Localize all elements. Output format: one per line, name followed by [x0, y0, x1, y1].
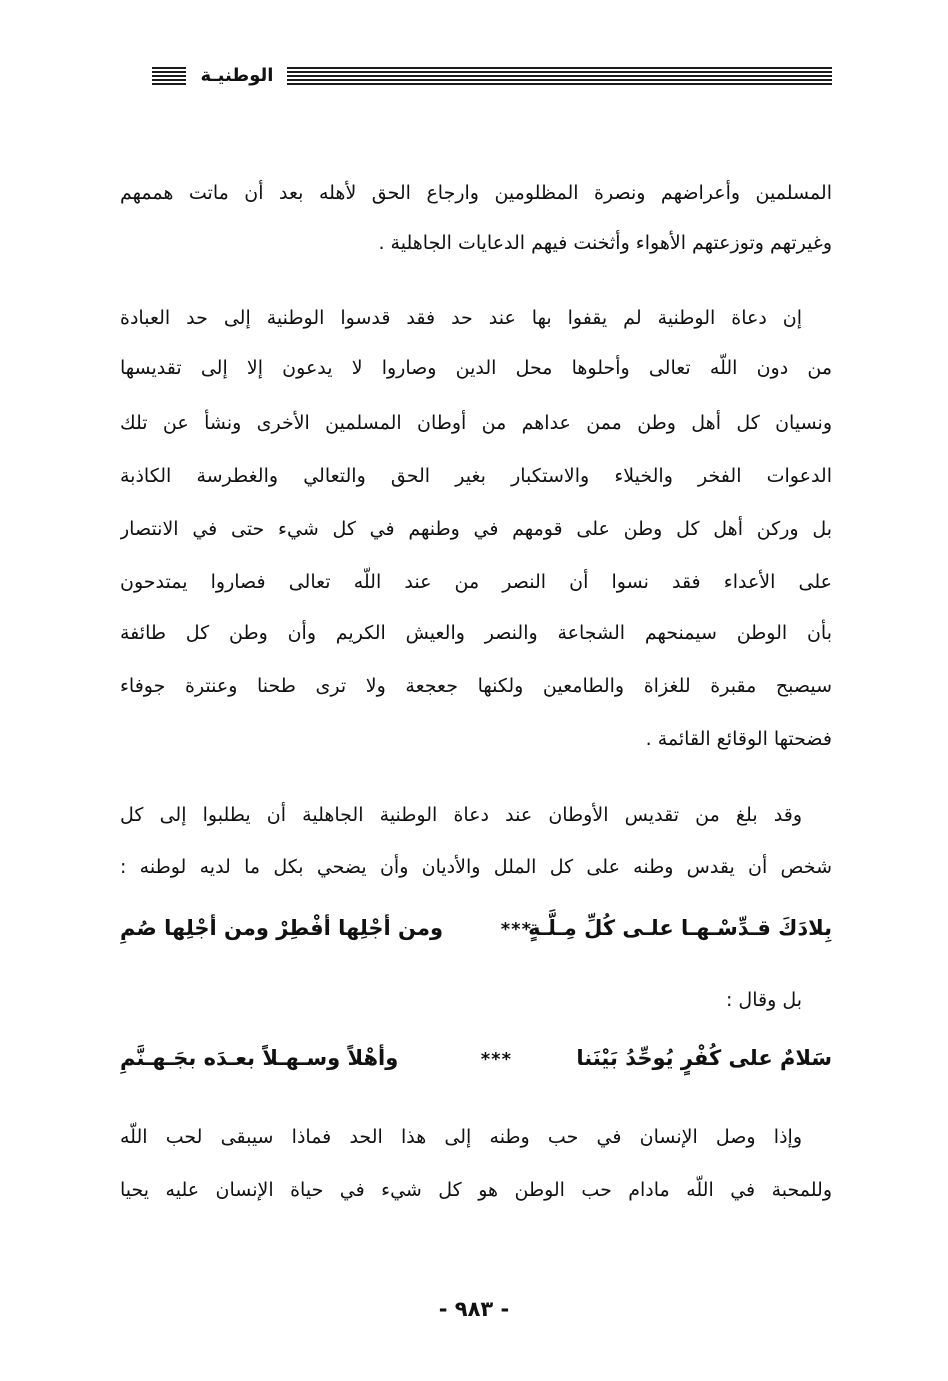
paragraph-line: إن دعاة الوطنية لم يقفوا بها عند حد فقد قدسوا الوطنية إلى حد العبادة: [120, 307, 802, 329]
transition-line: بل وقال :: [725, 989, 802, 1011]
verse-line: [120, 1040, 832, 1076]
verse-first-hemistich: سَلامٌ على كُفْرٍ يُوحِّدُ بَيْنَنا: [576, 1046, 832, 1070]
header-rule-short: [152, 67, 186, 85]
paragraph-line: سيصبح مقبرة للغزاة والطامعين ولكنها جعجعة ولا ترى طحنا وعنترة جوفاء: [120, 675, 832, 697]
paragraph-line: الدعوات الفخر والخيلاء والاستكبار بغير الحق والتعالي والغطرسة الكاذبة: [120, 465, 832, 487]
verse-line: [120, 910, 832, 946]
paragraph-line: من دون اللّه تعالى وأحلوها محل الدين وصاروا لا يدعون إلا إلى تقديسها: [120, 357, 832, 379]
header-rule-long: [287, 67, 832, 85]
paragraph-line: وغيرتهم وتوزعتهم الأهواء وأثخنت فيهم الدعايات الجاهلية .: [378, 232, 832, 254]
paragraph-line: شخص أن يقدس وطنه على كل الملل والأديان وأن يضحي بكل ما لديه لوطنه :: [120, 856, 832, 878]
verse-second-hemistich: وأهْلاً وسـهـلاً بعـدَه بجَـهـنَّمِ: [120, 1046, 399, 1070]
paragraph-line: وإذا وصل الإنسان في حب وطنه إلى هذا الحد فماذا سيبقى لحب اللّه: [120, 1126, 802, 1148]
paragraph-line: وللمحبة في اللّه مادام حب الوطن هو كل شيء في حياة الإنسان عليه يحيا: [120, 1179, 832, 1201]
paragraph-line: بل وركن أهل كل وطن على قومهم في وطنهم في كل شيء حتى في الانتصار: [120, 518, 832, 540]
header-title: الوطنيـة: [200, 65, 274, 86]
verse-first-hemistich: بِلادَكَ قـدِّسْـهـا علـى كُلِّ مِـلَّـةٍ: [528, 916, 832, 940]
paragraph-line: وقد بلغ من تقديس الأوطان عند دعاة الوطنية الجاهلية أن يطلبوا إلى كل: [120, 804, 802, 826]
paragraph-line: المسلمين وأعراضهم ونصرة المظلومين وارجاع الحق لأهله بعد أن ماتت هممهم: [120, 182, 832, 204]
paragraph-line: ونسيان كل أهل وطن ممن عداهم من أوطان المسلمين الأخرى ونشأ عن تلك: [120, 412, 832, 434]
page-number: - ٩٨٣ -: [438, 1297, 510, 1321]
running-header: [152, 62, 832, 92]
verse-separator: ***: [480, 1049, 512, 1070]
paragraph-line: بأن الوطن سيمنحهم الشجاعة والنصر والعيش الكريم وأن وطن كل طائفة: [120, 622, 832, 644]
paragraph-line: على الأعداء فقد نسوا أن النصر من عند اللّه تعالى فصاروا يمتدحون: [120, 571, 832, 593]
verse-separator: ***: [500, 919, 532, 940]
paragraph-line: فضحتها الوقائع القائمة .: [645, 728, 832, 750]
verse-second-hemistich: ومن أجْلِها أفْطِرْ ومن أجْلِها صُمِ: [120, 916, 443, 940]
